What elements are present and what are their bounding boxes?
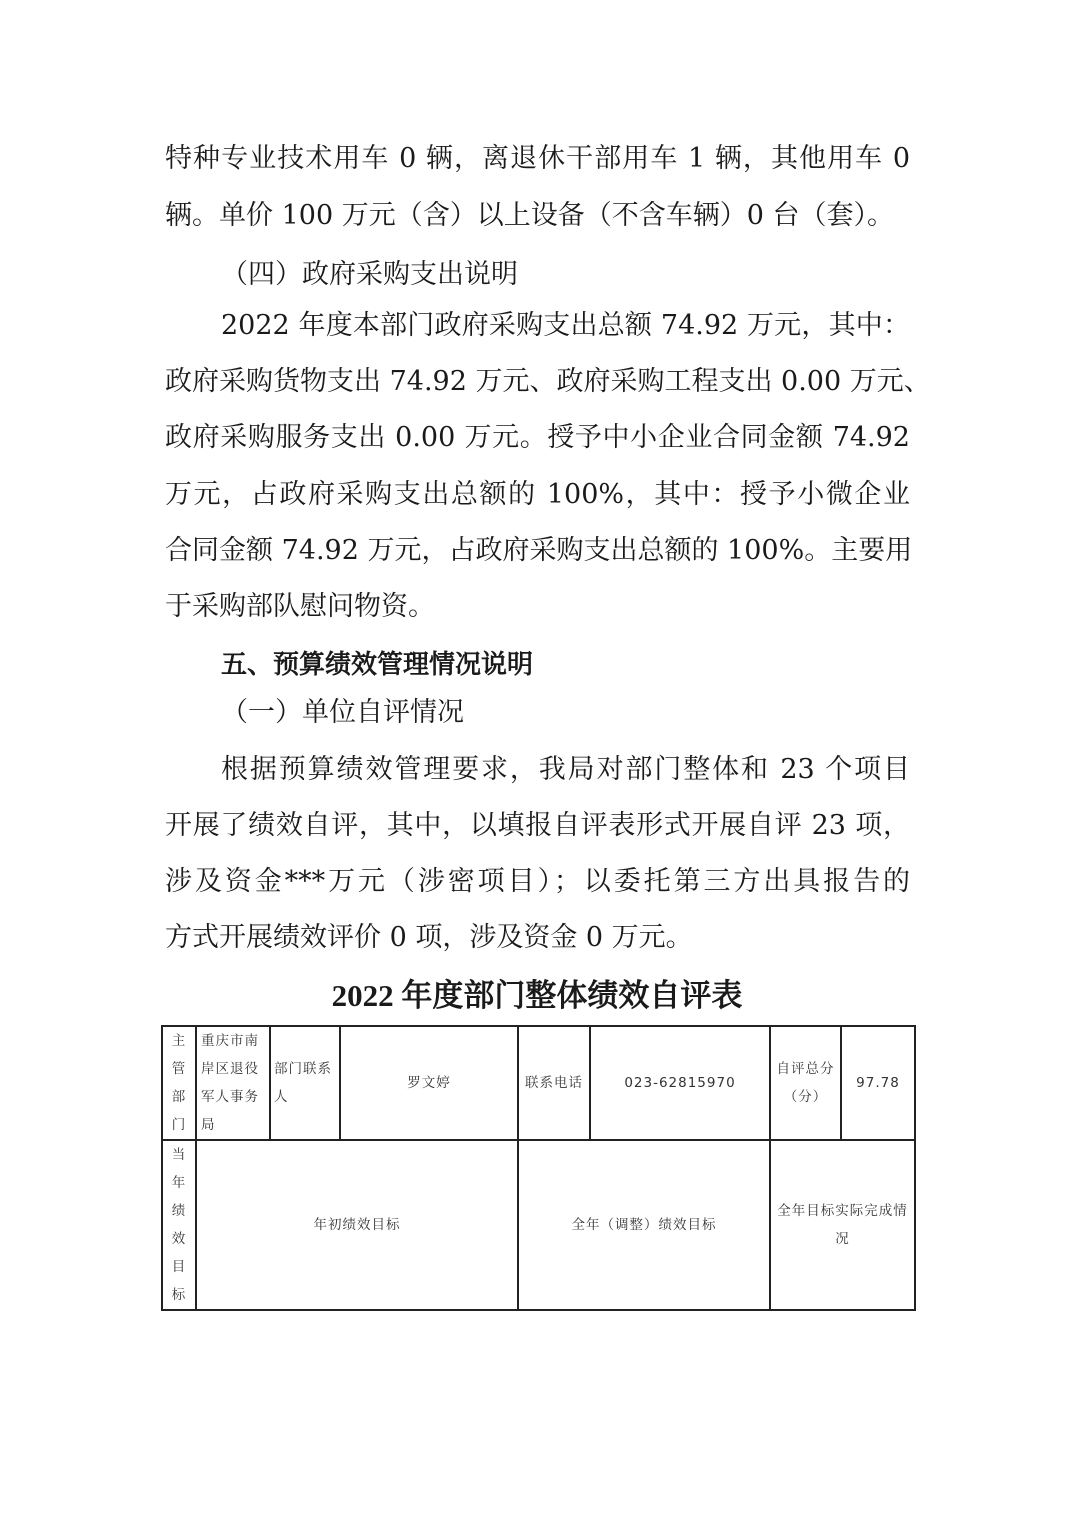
adjusted-goal-header: 全年（调整）绩效目标 bbox=[518, 1140, 770, 1310]
dept-value: 重庆市南岸区退役军人事务局 bbox=[201, 1033, 259, 1133]
paragraph-line: 根据预算绩效管理要求，我局对部门整体和 23 个项目 bbox=[221, 754, 910, 785]
phone-label: 联系电话 bbox=[518, 1026, 590, 1140]
paragraph-line: 政府采购货物支出 74.92 万元、政府采购工程支出 0.00 万元、 bbox=[165, 366, 931, 397]
contact-label-cell bbox=[270, 1026, 340, 1140]
contact-label: 部门联系人 bbox=[274, 1061, 332, 1105]
actual-completion-header: 全年目标实际完成情况 bbox=[770, 1140, 915, 1310]
contact-value: 罗文婷 bbox=[340, 1026, 518, 1140]
dept-label-cell bbox=[162, 1026, 196, 1140]
paragraph-line: 方式开展绩效评价 0 项，涉及资金 0 万元。 bbox=[165, 922, 693, 953]
paragraph-line: 政府采购服务支出 0.00 万元。授予中小企业合同金额 74.92 bbox=[165, 422, 910, 453]
table-title: 2022 年度部门整体绩效自评表 bbox=[331, 978, 743, 1013]
dept-label: 主管部门 bbox=[171, 1033, 187, 1133]
section-heading: 五、预算绩效管理情况说明 bbox=[221, 650, 534, 680]
dept-value-cell bbox=[196, 1026, 270, 1140]
phone-value: 023-62815970 bbox=[590, 1026, 770, 1140]
paragraph-line: 特种专业技术用车 0 辆，离退休干部用车 1 辆，其他用车 0 bbox=[165, 143, 910, 174]
score-value: 97.78 bbox=[841, 1026, 915, 1140]
goal-label: 当年绩效目标 bbox=[171, 1147, 187, 1303]
section-heading: （四）政府采购支出说明 bbox=[221, 259, 518, 290]
performance-self-eval-table bbox=[161, 1025, 916, 1311]
paragraph-line: 辆。单价 100 万元（含）以上设备（不含车辆）0 台（套）。 bbox=[165, 200, 894, 231]
paragraph-line: 2022 年度本部门政府采购支出总额 74.92 万元，其中： bbox=[221, 310, 910, 341]
score-label: 自评总分（分） bbox=[776, 1061, 835, 1105]
initial-goal-header: 年初绩效目标 bbox=[196, 1140, 518, 1310]
paragraph-line: 涉及资金***万元（涉密项目）；以委托第三方出具报告的 bbox=[165, 866, 910, 897]
paragraph-line: 开展了绩效自评，其中，以填报自评表形式开展自评 23 项， bbox=[165, 810, 910, 841]
goal-label-cell bbox=[162, 1140, 196, 1310]
score-label-cell bbox=[770, 1026, 841, 1140]
subsection-heading: （一）单位自评情况 bbox=[221, 697, 464, 728]
paragraph-line: 万元，占政府采购支出总额的 100%，其中：授予小微企业 bbox=[165, 479, 910, 510]
paragraph-line: 于采购部队慰问物资。 bbox=[165, 591, 435, 622]
paragraph-line: 合同金额 74.92 万元，占政府采购支出总额的 100%。主要用 bbox=[165, 535, 913, 566]
